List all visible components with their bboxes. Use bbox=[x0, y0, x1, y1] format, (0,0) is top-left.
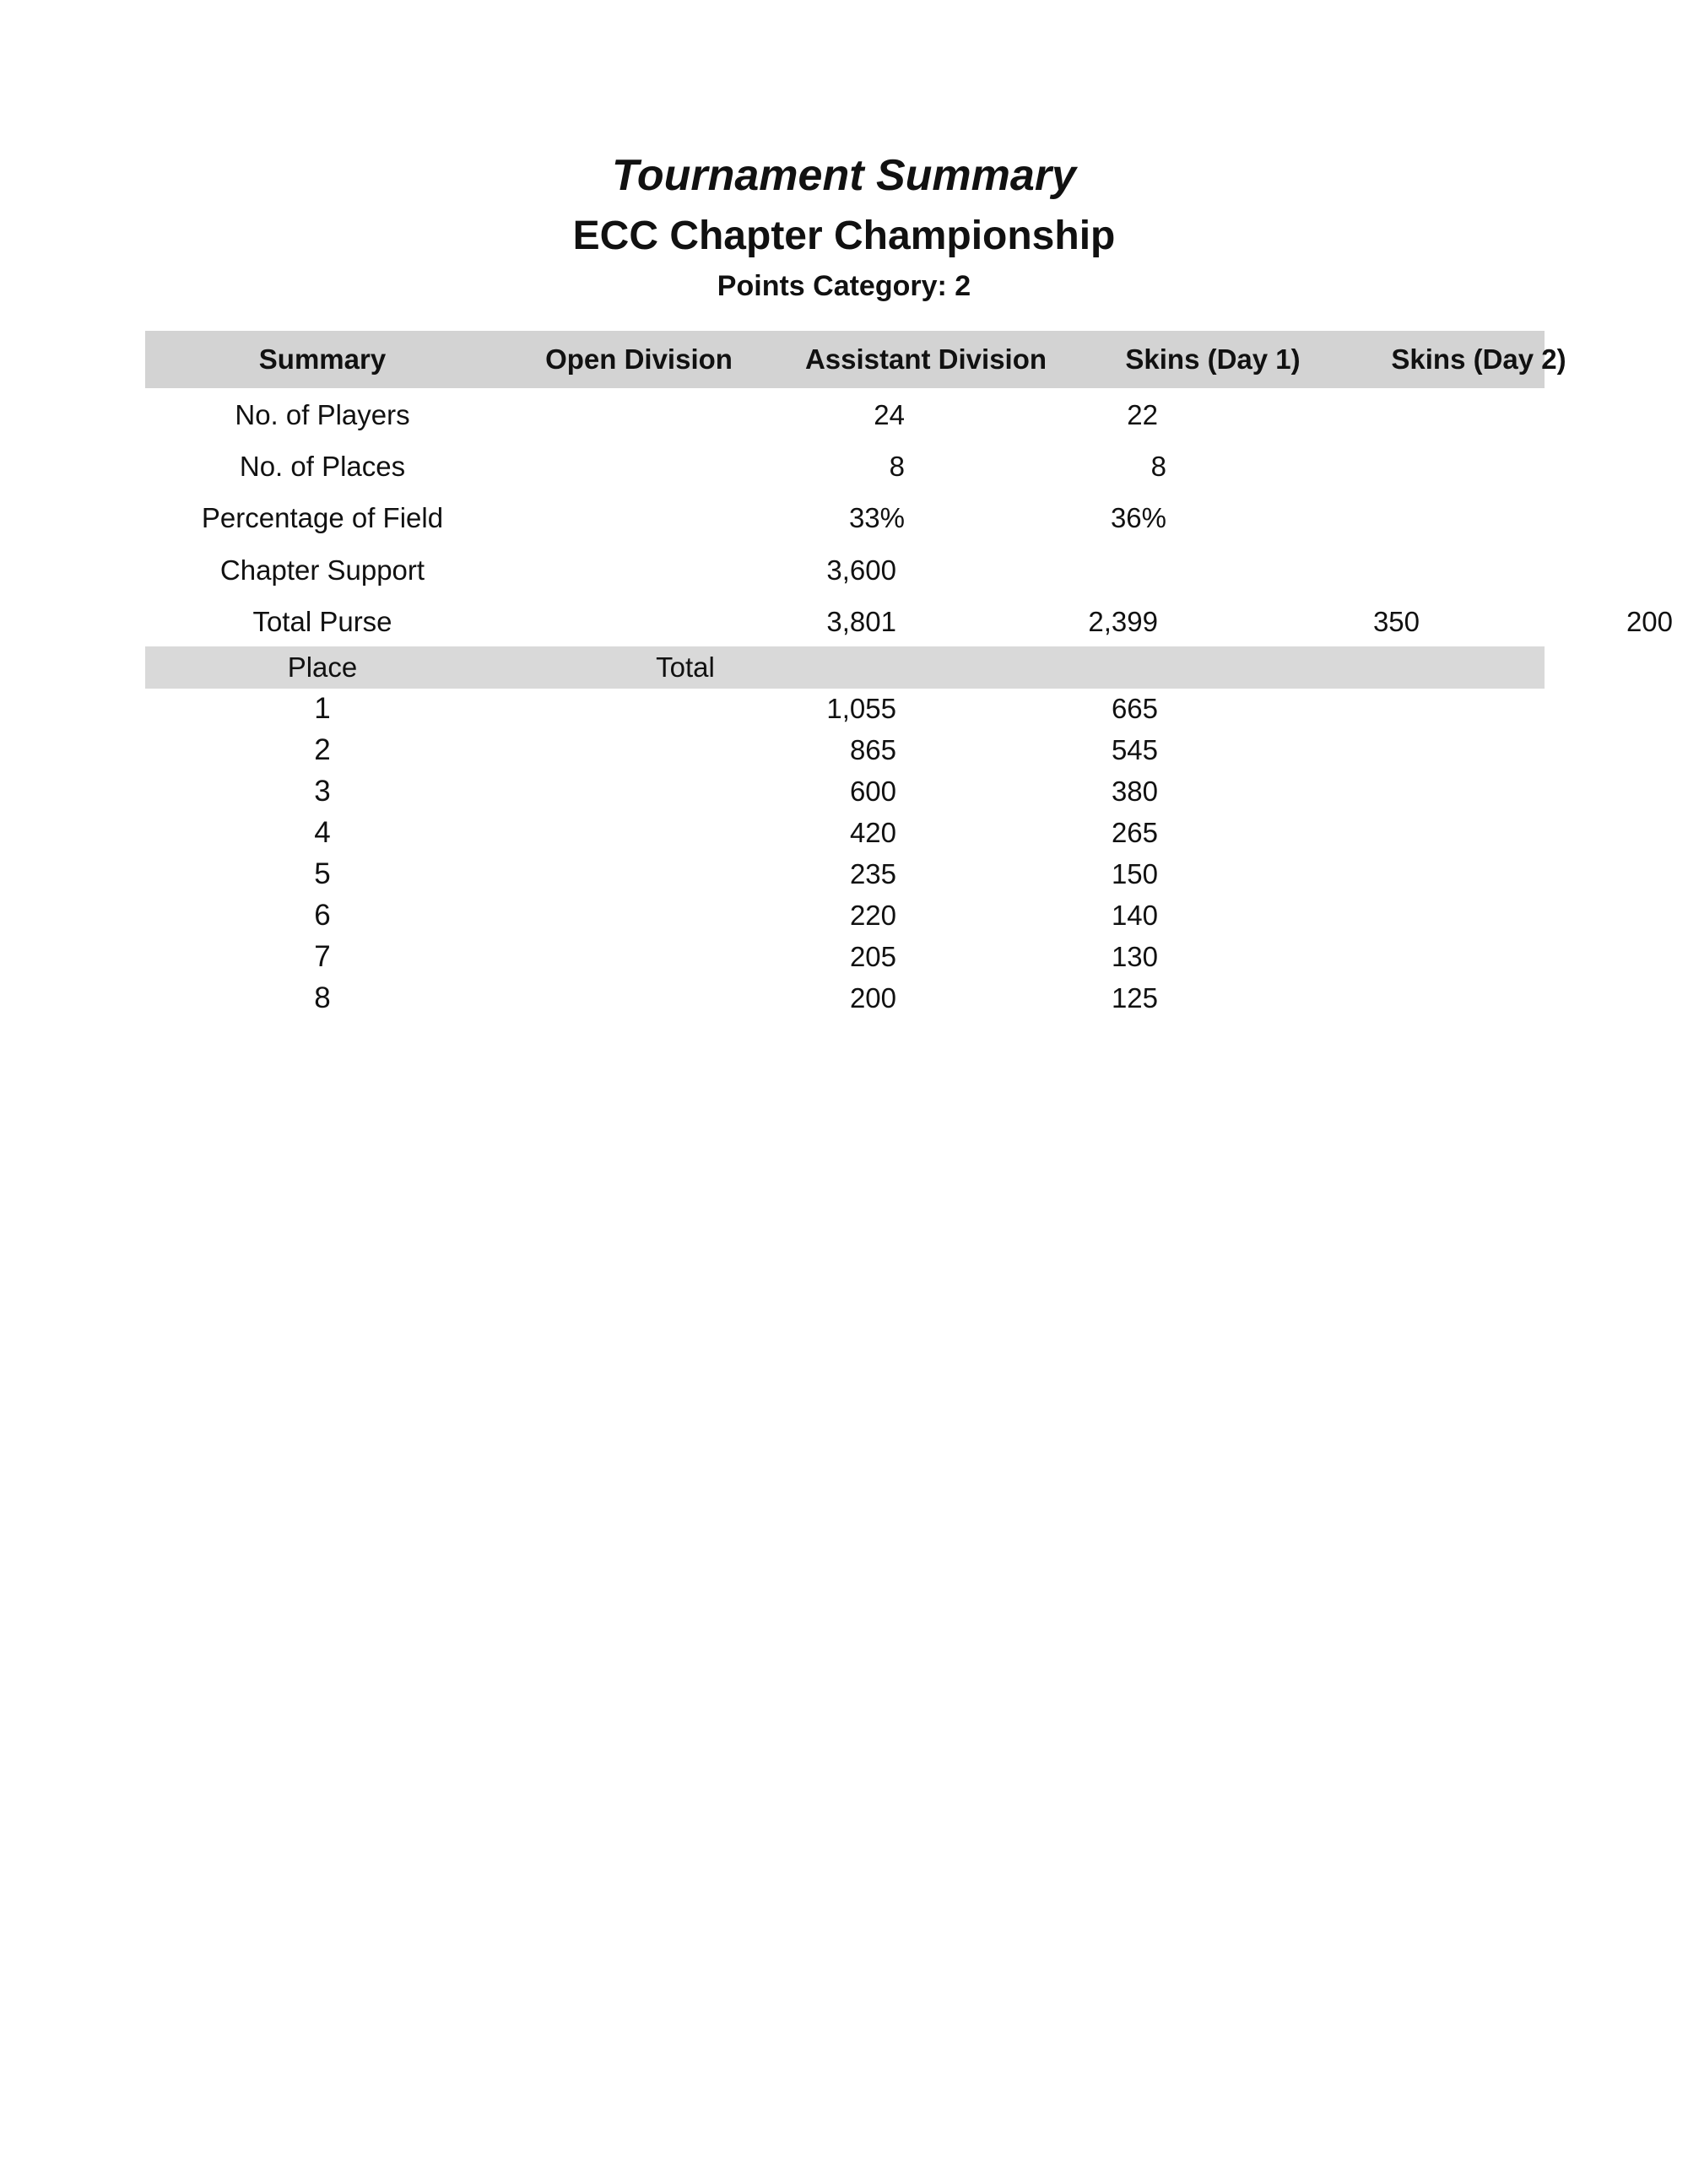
open-division-value: 3,801 bbox=[826, 606, 896, 637]
open-division-payout: 220 bbox=[849, 900, 896, 931]
event-name: ECC Chapter Championship bbox=[572, 214, 1116, 258]
points-category: Points Category: 2 bbox=[717, 270, 971, 302]
open-division-payout: 420 bbox=[849, 817, 896, 848]
place-number: 6 bbox=[314, 899, 331, 932]
summary-label: No. of Players bbox=[235, 399, 410, 430]
open-division-value: 33% bbox=[848, 502, 905, 533]
place-number: 2 bbox=[314, 733, 331, 766]
assistant-division-value: 2,399 bbox=[1088, 606, 1158, 637]
place-number: 8 bbox=[314, 981, 331, 1014]
page-title: Tournament Summary bbox=[612, 151, 1076, 200]
open-division-payout: 865 bbox=[849, 734, 896, 765]
place-header-row bbox=[145, 646, 1545, 689]
table-header-row bbox=[145, 331, 1566, 381]
assistant-division-payout: 140 bbox=[1111, 900, 1158, 931]
place-header-label: Place bbox=[287, 651, 358, 683]
place-number: 4 bbox=[314, 816, 331, 849]
assistant-division-value: 8 bbox=[1150, 451, 1166, 482]
assistant-division-payout: 125 bbox=[1111, 982, 1158, 1014]
place-number: 1 bbox=[314, 692, 331, 725]
place-number: 3 bbox=[314, 775, 331, 808]
table-row bbox=[145, 895, 1545, 936]
table-row bbox=[145, 936, 1545, 977]
table-row bbox=[145, 688, 1545, 729]
table-row bbox=[145, 770, 1545, 812]
assistant-division-value: 22 bbox=[1127, 399, 1158, 430]
assistant-division-value: 36% bbox=[1110, 502, 1166, 533]
assistant-division-payout: 265 bbox=[1111, 817, 1158, 848]
summary-row-chapter-support bbox=[145, 545, 1545, 596]
assistant-division-payout: 665 bbox=[1111, 693, 1158, 724]
place-number: 7 bbox=[314, 940, 331, 973]
summary-row-total-purse bbox=[145, 597, 1673, 647]
skins-day2-value: 200 bbox=[1626, 606, 1673, 637]
assistant-division-payout: 130 bbox=[1111, 941, 1158, 972]
column-header-skins-day2: Skins (Day 2) bbox=[1391, 343, 1566, 375]
table-row bbox=[145, 977, 1545, 1019]
summary-label: No. of Places bbox=[239, 451, 406, 482]
table-row bbox=[145, 729, 1545, 770]
summary-row-percentage bbox=[145, 493, 1545, 543]
table-row bbox=[145, 853, 1545, 895]
open-division-value: 24 bbox=[874, 399, 905, 430]
open-division-payout: 600 bbox=[849, 776, 896, 807]
place-number: 5 bbox=[314, 857, 331, 890]
summary-label: Chapter Support bbox=[219, 554, 425, 586]
assistant-division-payout: 380 bbox=[1111, 776, 1158, 807]
column-header-open-division: Open Division bbox=[545, 343, 733, 375]
summary-row-players bbox=[145, 390, 1545, 441]
assistant-division-payout: 545 bbox=[1111, 734, 1158, 765]
open-division-value: 3,600 bbox=[826, 554, 896, 586]
summary-row-places bbox=[145, 441, 1545, 492]
open-division-payout: 1,055 bbox=[826, 693, 896, 724]
column-header-skins-day1: Skins (Day 1) bbox=[1125, 343, 1301, 375]
summary-label: Total Purse bbox=[252, 606, 392, 637]
summary-label: Percentage of Field bbox=[201, 502, 444, 533]
open-division-payout: 205 bbox=[849, 941, 896, 972]
open-division-payout: 200 bbox=[849, 982, 896, 1014]
column-header-summary: Summary bbox=[258, 343, 387, 375]
column-header-assistant-division: Assistant Division bbox=[804, 343, 1047, 375]
open-division-payout: 235 bbox=[849, 858, 896, 889]
assistant-division-payout: 150 bbox=[1111, 858, 1158, 889]
total-header-label: Total bbox=[656, 651, 715, 683]
table-row bbox=[145, 812, 1545, 853]
open-division-value: 8 bbox=[889, 451, 905, 482]
skins-day1-value: 350 bbox=[1372, 606, 1420, 637]
